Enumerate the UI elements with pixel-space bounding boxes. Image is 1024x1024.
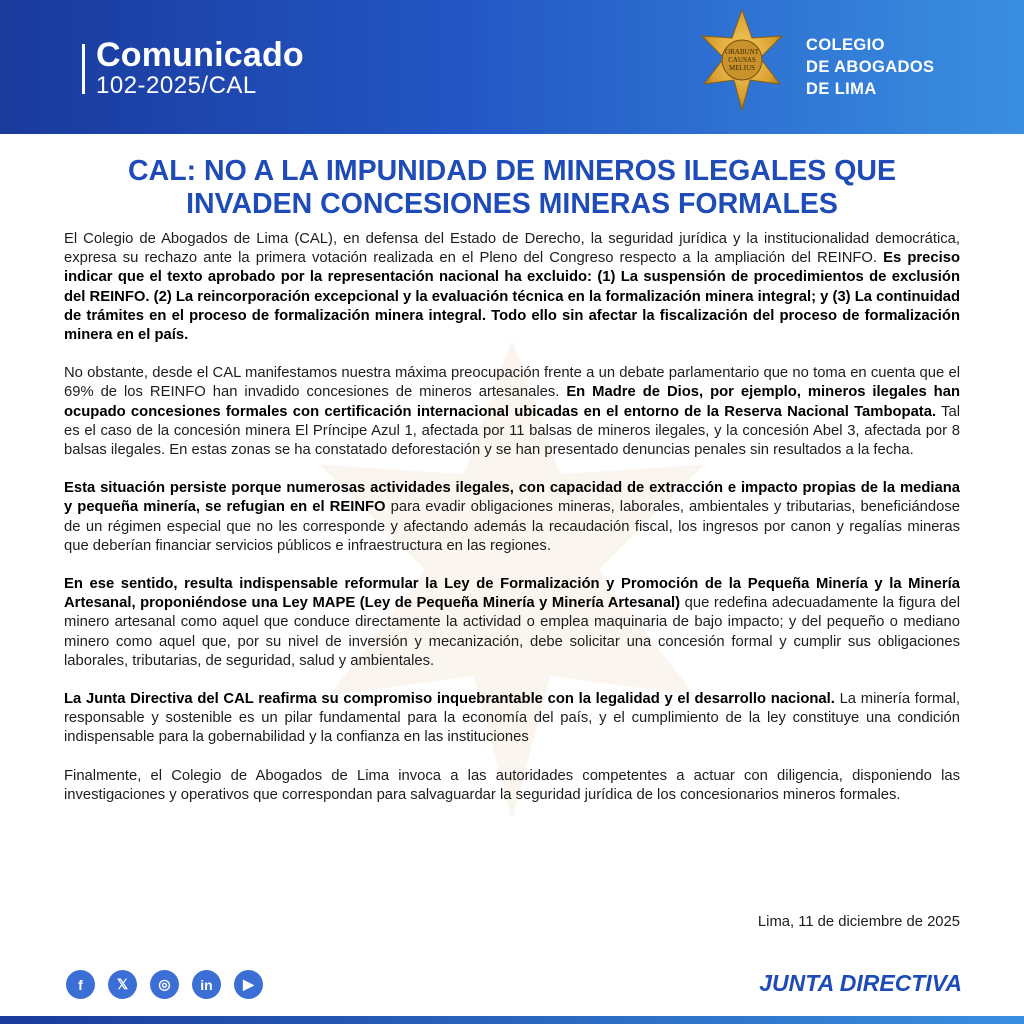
linkedin-icon[interactable]: in xyxy=(192,970,221,999)
logo-motto-text: MELIUS xyxy=(728,64,756,72)
header-divider xyxy=(82,44,85,94)
body-paragraph xyxy=(64,230,960,345)
social-links xyxy=(66,970,263,999)
bold-text-run: En ese sentido, resulta indispensable reformular la Ley de Formalización y Promoción de la Pequeña Minería y la Minería Artesanal, proponiéndose una Ley MAPE (Ley de Pequeña Minería y Minería Artesanal) xyxy=(64,576,960,612)
instagram-icon[interactable]: ◎ xyxy=(150,970,179,999)
text-run: El Colegio de Abogados de Lima (CAL), en defensa del Estado de Derecho, la seguridad jurídica y la institucionalidad democrática, expresa su rechazo ante la primera votación realizada en el Pleno del Congreso respecto a la ampliación del REINFO. xyxy=(64,231,960,267)
text-run: Finalmente, el Colegio de Abogados de Lima invoca a las autoridades competentes a actuar con diligencia, disponiendo las investigaciones y operativos que correspondan para salvaguardar la seguridad jurídica de los concesionarios mineros formales. xyxy=(64,767,960,803)
bold-text-run: Esta situación persiste porque numerosas actividades ilegales, con capacidad de extracción e impacto propias de la mediana y pequeña minería, se refugian en el REINFO xyxy=(64,480,960,516)
text-run: que redefina adecuadamente la figura del minero artesanal como aquel que conduce directamente la actividad o emplea maquinaria de bajo impacto; y del pequeño o mediano minero como aquel que, por su nivel de inversión y mecanización, debe solicitar una concesión formal y cumplir sus obligaciones laborales, tributarias, de seguridad, salud y ambientales. xyxy=(64,595,960,669)
bold-text-run: En Madre de Dios, por ejemplo, mineros ilegales han ocupado concesiones formales con certificación internacional ubicadas en el entorno de la Reserva Nacional Tambopata. xyxy=(64,384,960,420)
text-run: No obstante, desde el CAL manifestamos nuestra máxima preocupación frente a un debate parlamentario que no toma en cuenta que el 69% de los REINFO han invadido concesiones de mineros artesanales. xyxy=(64,365,960,401)
cal-star-logo xyxy=(690,8,794,112)
body-paragraph xyxy=(64,767,960,805)
logo-motto-text: CAUSAS xyxy=(728,56,756,64)
facebook-icon[interactable]: f xyxy=(66,970,95,999)
organization-name-line: DE LIMA xyxy=(806,80,877,98)
body-paragraph xyxy=(64,364,960,460)
header-banner xyxy=(0,0,1024,134)
organization-name xyxy=(806,34,934,100)
date-line: Lima, 11 de diciembre de 2025 xyxy=(757,914,960,930)
footer-bar xyxy=(0,1016,1024,1024)
text-run: Tal es el caso de la concesión minera El Príncipe Azul 1, afectada por 11 balsas de mineros ilegales, y la concesión Abel 3, afectada por 8 balsas ilegales. En estas zonas se ha constatado deforestación y se han presentado denuncias penales sin resultados a la fecha. xyxy=(64,403,960,459)
organization-name-line: DE ABOGADOS xyxy=(806,58,935,76)
document-number: 102-2025/CAL xyxy=(96,72,257,99)
body-paragraph xyxy=(64,690,960,748)
statement-body xyxy=(64,230,960,805)
x-icon[interactable]: 𝕏 xyxy=(108,970,137,999)
body-paragraph xyxy=(64,479,960,556)
logo-motto-text: ORABUNT xyxy=(725,48,759,56)
text-run: para evadir obligaciones mineras, laborales, ambientales y tributarias, beneficiándose de un régimen especial que no les corresponde y afectando además la recaudación fiscal, los ingresos por canon y regalías mineras que deberían financiar servicios públicos e infraestructura en las regiones. xyxy=(64,499,960,554)
bold-text-run: La Junta Directiva del CAL reafirma su compromiso inquebrantable con la legalidad y el desarrollo nacional. xyxy=(64,691,835,708)
signature-junta-directiva: JUNTA DIRECTIVA xyxy=(759,970,962,996)
text-run: La minería formal, responsable y sostenible es un pilar fundamental para la economía del país, y el cumplimiento de la ley constituye una condición indispensable para la gobernabilidad y la confianza en las instituciones xyxy=(64,691,961,746)
youtube-icon[interactable]: ▶ xyxy=(234,970,263,999)
headline-line: CAL: NO A LA IMPUNIDAD DE MINEROS ILEGALES QUE xyxy=(128,155,896,187)
bold-text-run: Es preciso indicar que el texto aprobado por la representación nacional ha excluido: (1) La suspensión de procedimientos de exclusión del REINFO. (2) La reincorporación excepcional y la evaluación técnica en la formalización minera integral; y (3) La continuidad de trámites en el proceso de formalización minera integral. Todo ello sin afectar la fiscalización del proceso de formalización minera en el país. xyxy=(64,250,960,344)
headline-line: INVADEN CONCESIONES MINERAS FORMALES xyxy=(186,188,838,220)
document-type-title: Comunicado xyxy=(96,36,304,74)
organization-name-line: COLEGIO xyxy=(806,36,885,54)
headline xyxy=(62,155,962,221)
body-paragraph xyxy=(64,575,960,671)
